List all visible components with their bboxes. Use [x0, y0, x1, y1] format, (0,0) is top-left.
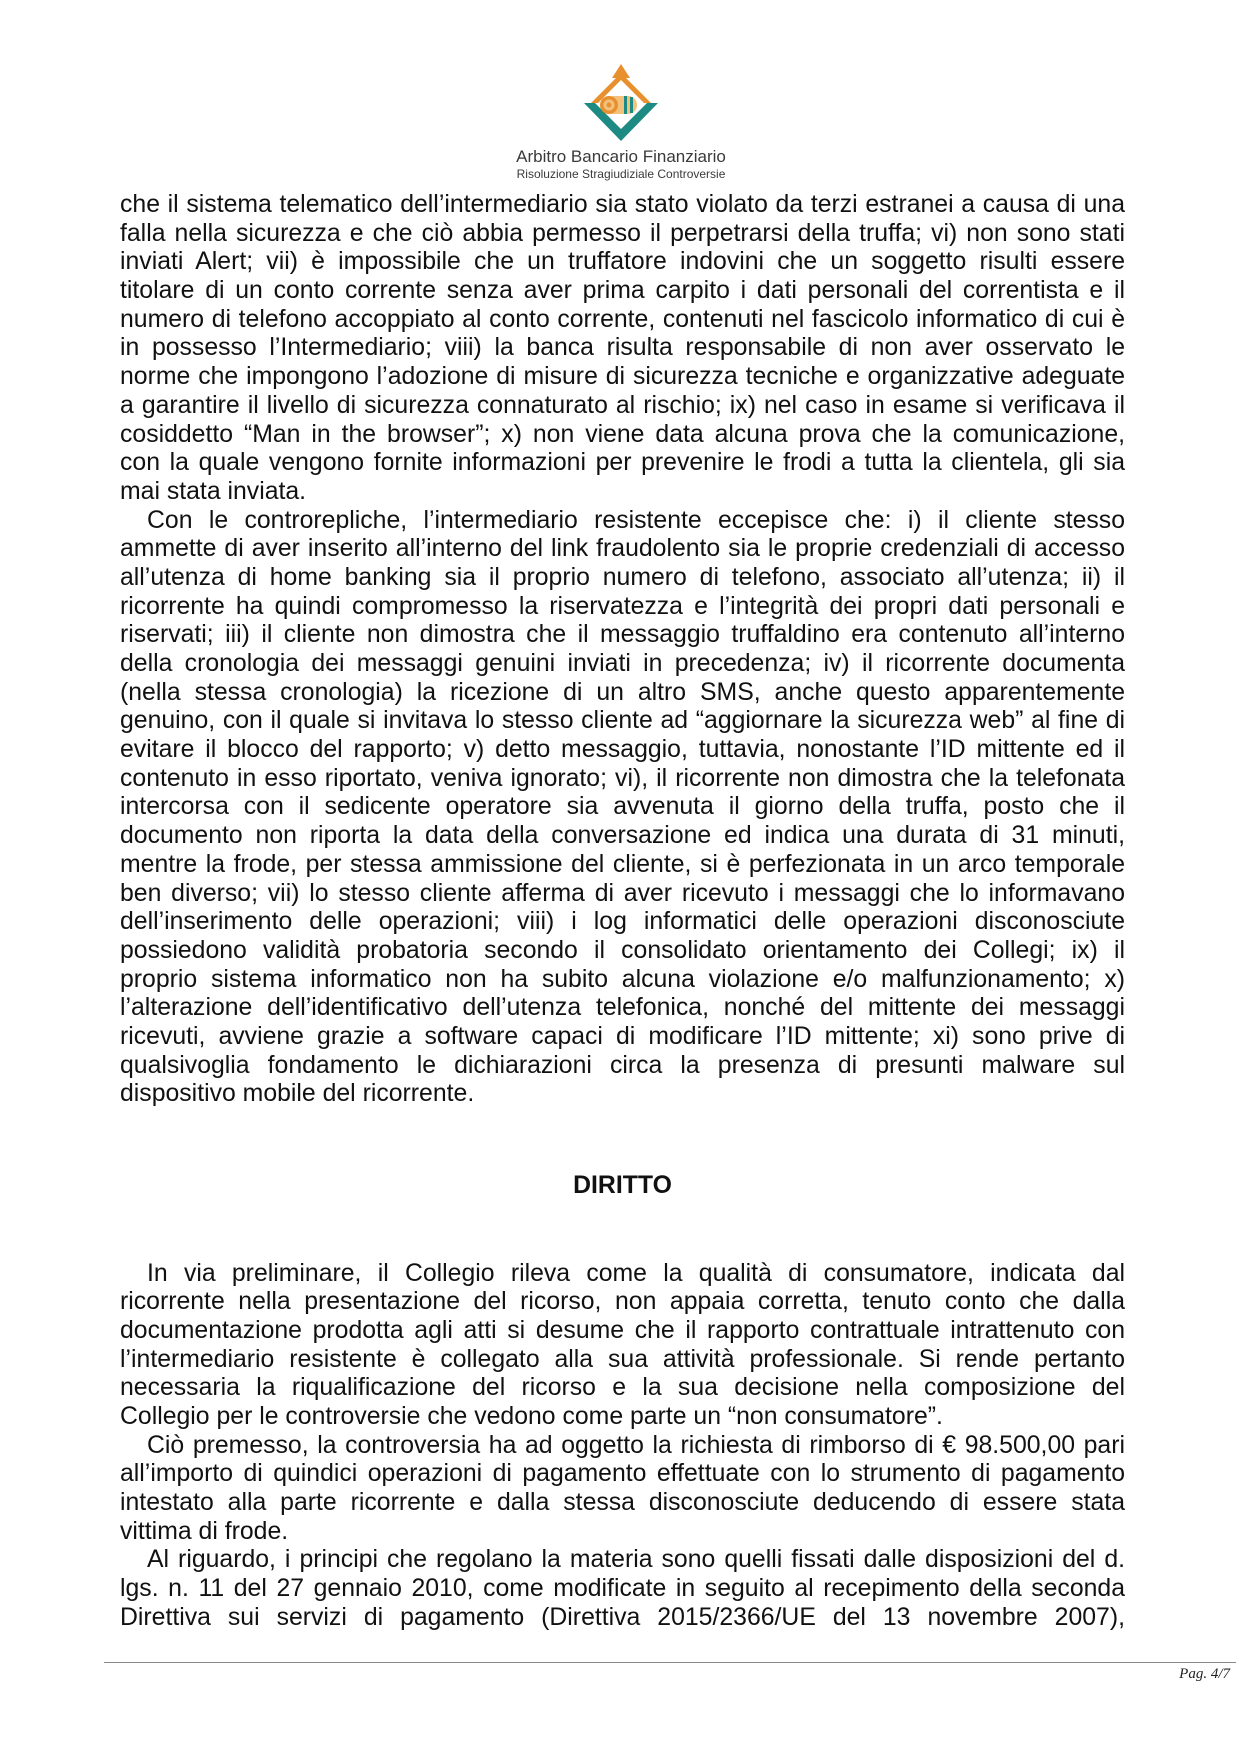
logo-scroll-stripe	[630, 97, 633, 113]
text-line: che il sistema telematico dell’intermediario sia stato violato da terzi estranei a causa di una	[120, 191, 1125, 218]
text-line: documentazione prodotta agli atti si desume che il rapporto contrattuale intrattenuto con	[120, 1316, 1125, 1344]
text-line: proprio sistema informatico non ha subito alcuna violazione e/o malfunzionamento; x)	[120, 965, 1125, 993]
paragraph	[120, 1546, 1125, 1632]
text-line: Ciò premesso, la controversia ha ad oggetto la richiesta di rimborso di € 98.500,00 pari	[147, 1431, 1125, 1459]
text-line: possiedono validità probatoria secondo il consolidato orientamento dei Collegi; ix) il	[120, 936, 1125, 964]
text-line: (nella stessa cronologia) la ricezione di un altro SMS, anche questo apparentemente	[120, 678, 1125, 706]
text-line: necessaria la riqualificazione del ricorso e la sua decisione nella composizione del	[120, 1374, 1125, 1402]
text-line: l’intermediario resistente è collegato alla sua attività professionale. Si rende pertanto	[120, 1345, 1125, 1373]
text-line: mentre la frode, per stessa ammissione del cliente, si è perfezionata in un arco temporale	[120, 850, 1125, 878]
abf-logo-icon	[581, 63, 661, 143]
text-line: titolare di un conto corrente senza aver prima carpito i dati personali del correntista e il	[120, 277, 1125, 305]
text-line: ben diverso; vii) lo stesso cliente afferma di aver ricevuto i messaggi che lo informavano	[120, 879, 1125, 907]
text-line: ricevuti, avviene grazie a software capaci di modificare l’ID mittente; xi) sono prive di	[120, 1022, 1125, 1050]
footer-divider	[104, 1662, 1236, 1663]
abf-logo	[581, 63, 661, 143]
page-number: Pag. 4/7	[1179, 1666, 1230, 1682]
text-line: inviati Alert; vii) è impossibile che un truffatore indovini che un soggetto risulti essere	[120, 248, 1125, 276]
text-line: intestato alla parte ricorrente e dalla stessa disconosciute deducendo di essere stata	[120, 1489, 1125, 1517]
text-line: dispositivo mobile del ricorrente.	[120, 1080, 475, 1108]
text-line: mai stata inviata.	[120, 477, 307, 505]
text-line: Con le controrepliche, l’intermediario resistente eccepisce che: i) il cliente stesso	[147, 506, 1125, 534]
text-line: ricorrente ha quindi compromesso la riservatezza e l’integrità dei propri dati personali e	[120, 592, 1125, 620]
text-line: ammette di aver inserito all’interno del link fraudolento sia le proprie credenziali di accesso	[120, 535, 1125, 563]
org-tagline: Risoluzione Stragiudiziale Controversie	[516, 167, 726, 181]
text-line: l’alterazione dell’identificativo dell’utenza telefonica, nonché del mittente dei messaggi	[120, 994, 1125, 1022]
text-line: documento non riporta la data della conversazione ed indica una durata di 31 minuti,	[120, 822, 1125, 850]
logo-scroll-roll-core	[607, 103, 612, 108]
paragraph	[120, 1432, 1125, 1547]
text-line: numero di telefono accoppiato al conto corrente, contenuti nel fascicolo informatico di cui è	[120, 305, 1125, 333]
text-line: dell’inserimento delle operazioni; viii) i log informatici delle operazioni disconosciute	[120, 908, 1125, 936]
text-line: intercorsa con il sedicente operatore sia avvenuta il giorno della truffa, posto che il	[120, 793, 1125, 821]
logo-scroll-stripe	[624, 96, 627, 114]
text-line: Direttiva sui servizi di pagamento (Direttiva 2015/2366/UE del 13 novembre 2007),	[120, 1603, 1125, 1631]
text-line: all’utenza di home banking sia il proprio numero di telefono, associato all’utenza; ii) il	[120, 563, 1125, 591]
org-name: Arbitro Bancario Finanziario	[516, 147, 726, 166]
text-line: ricorrente nella presentazione del ricorso, non appaia corretta, tenuto conto che dalla	[120, 1288, 1125, 1316]
section-diritto-text	[120, 1260, 1125, 1633]
text-line: vittima di frode.	[120, 1517, 289, 1545]
paragraph	[120, 191, 1125, 507]
text-line: a garantire il livello di sicurezza connaturato al rischio; ix) nel caso in esame si verificava il	[120, 391, 1125, 419]
text-line: in possesso l’Intermediario; viii) la banca risulta responsabile di non aver osservato le	[120, 334, 1125, 362]
text-line: riservati; iii) il cliente non dimostra che il messaggio truffaldino era contenuto all’interno	[120, 621, 1125, 649]
text-line: falla nella sicurezza e che ciò abbia permesso il perpetrarsi della truffa; vi) non sono stati	[120, 219, 1125, 247]
text-line: della cronologia dei messaggi genuini inviati in precedenza; iv) il ricorrente documenta	[120, 650, 1125, 677]
paragraph	[120, 507, 1125, 1109]
paragraph	[120, 1260, 1125, 1432]
text-line: In via preliminare, il Collegio rileva come la qualità di consumatore, indicata dal	[147, 1259, 1125, 1287]
section-heading-diritto: DIRITTO	[573, 1171, 672, 1199]
text-line: norme che impongono l’adozione di misure di sicurezza tecniche e organizzative adeguate	[120, 363, 1125, 391]
text-line: cosiddetto “Man in the browser”; x) non viene data alcuna prova che la comunicazione,	[120, 420, 1125, 448]
text-line: lgs. n. 11 del 27 gennaio 2010, come modificate in seguito al recepimento della seconda	[120, 1575, 1125, 1603]
text-line: all’importo di quindici operazioni di pagamento effettuate con lo strumento di pagamento	[120, 1460, 1125, 1488]
text-line: con la quale vengono fornite informazioni per prevenire le frodi a tutta la clientela, gli sia	[120, 449, 1125, 477]
text-line: Al riguardo, i principi che regolano la materia sono quelli fissati dalle disposizioni del d.	[147, 1546, 1125, 1574]
text-line: evitare il blocco del rapporto; v) detto messaggio, tuttavia, nonostante l’ID mittente ed il	[120, 736, 1125, 764]
section-fatto-text	[120, 191, 1125, 1109]
text-line: contenuto in esso riportato, veniva ignorato; vi), il ricorrente non dimostra che la telefonata	[120, 764, 1125, 792]
text-line: genuino, con il quale si invitava lo stesso cliente ad “aggiornare la sicurezza web” al fine di	[120, 707, 1125, 735]
text-line: qualsivoglia fondamento le dichiarazioni circa la presenza di presunti malware sul	[120, 1051, 1125, 1079]
text-line: Collegio per le controversie che vedono come parte un “non consumatore”.	[120, 1403, 943, 1431]
